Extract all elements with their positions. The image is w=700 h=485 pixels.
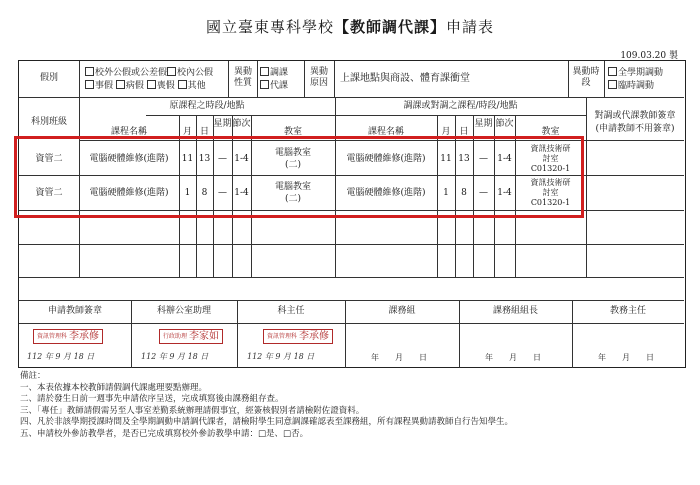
new-month-header: 月 (441, 127, 451, 137)
row2-orig-room-line2: (二) (284, 194, 302, 204)
change-type-label: 異動性質 (233, 67, 252, 88)
row1-orig-period: 1-4 (234, 154, 249, 164)
academic-affairs-date: 年 月 日 (371, 353, 427, 362)
highlight-box (14, 136, 584, 218)
row1-orig-room-line2: (二) (284, 160, 302, 170)
head-date: 112 年 9 月 18 日 (247, 352, 315, 361)
change-type-option-swap[interactable]: 調課 (260, 67, 288, 79)
row1-new-month: 11 (440, 154, 452, 164)
row1-new-day: 13 (458, 154, 470, 164)
head-stamp: 資訊管理科 李承修 (263, 329, 333, 344)
period-option-temporary[interactable]: 臨時調動 (608, 80, 654, 92)
row1-orig-room-line1: 電腦教室 (274, 148, 311, 158)
row2-orig-month: 1 (184, 188, 191, 198)
period-option-full-semester[interactable]: 全學期調動 (608, 67, 663, 79)
row1-class: 資管二 (35, 154, 63, 164)
leave-type-label: 假別 (39, 73, 58, 83)
row2-orig-weekday: — (218, 188, 227, 198)
row2-new-course: 電腦硬體維修(進階) (346, 188, 426, 198)
change-type-option-substitute[interactable]: 代課 (260, 80, 288, 92)
note-item-4: 四、凡於非該學期授課時間及全學期調動申請調代課者，請檢附學生同意調課確認表至課務組，所有課程異動請教師自行告知學生。 (20, 417, 514, 427)
document-title: 國立臺東專科學校【教師調代課】申請表 (205, 18, 495, 36)
applicant-date: 112 年 9 月 18 日 (27, 352, 95, 361)
new-day-header: 日 (459, 127, 469, 137)
row2-new-room-line3: C01320-1 (530, 198, 571, 207)
row2-new-month: 1 (443, 188, 449, 198)
row2-orig-day: 8 (201, 188, 208, 198)
academic-affairs-label: 課務組 (388, 306, 416, 316)
orig-period-header: 節次 (232, 119, 251, 129)
note-item-1: 一、本表依據本校教師請假調代課處理要點辦理。 (20, 382, 208, 393)
orig-classroom-header: 教室 (283, 127, 302, 137)
assistant-stamp: 行政助理 李家如 (159, 329, 223, 344)
new-period-header: 節次 (495, 119, 514, 129)
row1-new-room-line1: 資訊技術研 (530, 144, 571, 153)
row2-orig-course: 電腦硬體維修(進階) (89, 188, 169, 198)
row2-new-day: 8 (461, 188, 467, 198)
orig-weekday-header: 星期 (213, 119, 232, 129)
applicant-signature-label: 申請教師簽章 (47, 306, 102, 316)
row1-orig-day: 13 (198, 154, 211, 164)
row2-new-room-line2: 討室 (542, 188, 559, 197)
department-head-label: 科主任 (277, 306, 305, 316)
row1-new-room-line3: C01320-1 (530, 164, 571, 173)
row1-orig-month: 11 (181, 154, 194, 164)
change-period-label: 異動時段 (572, 67, 600, 88)
orig-day-header: 日 (199, 127, 209, 137)
class-column-header: 科別班級 (30, 117, 67, 127)
notes-heading: 備註： (20, 371, 46, 381)
row1-new-period: 1-4 (497, 154, 512, 164)
signer-column-note: (申請教師不用簽章) (595, 124, 675, 134)
change-reason-value: 上課地點與商設、體育課衝堂 (340, 73, 470, 84)
row1-orig-course: 電腦硬體維修(進階) (89, 154, 169, 164)
row2-orig-period: 1-4 (234, 188, 249, 198)
new-course-name-header: 課程名稱 (367, 127, 404, 137)
change-reason-label: 異動原因 (309, 67, 328, 88)
row1-orig-weekday: — (218, 154, 227, 164)
office-assistant-label: 科辦公室助理 (156, 306, 211, 316)
new-classroom-header: 教室 (541, 127, 560, 137)
orig-month-header: 月 (182, 127, 192, 137)
document-code: 109.03.20 製 (620, 51, 678, 61)
new-weekday-header: 星期 (474, 119, 493, 129)
row1-new-weekday: — (479, 154, 488, 164)
row1-new-room-line2: 討室 (542, 154, 559, 163)
notes-section (20, 371, 513, 440)
orig-course-name-header: 課程名稱 (110, 127, 147, 137)
row2-new-room-line1: 資訊技術研 (530, 178, 571, 187)
row2-new-period: 1-4 (497, 188, 512, 198)
row2-orig-room-line1: 電腦教室 (274, 182, 311, 192)
leave-options-line1: 校外公假或公差假 校內公假 (85, 67, 213, 79)
academic-head-label: 課務組組長 (492, 306, 538, 316)
signer-column-header: 對調或代課教師簽章 (594, 111, 676, 121)
checkbox-internal-leave[interactable] (167, 67, 176, 76)
assistant-date: 112 年 9 月 18 日 (141, 352, 209, 361)
new-course-group-header: 調課或對調之課程/時段/地點 (403, 101, 518, 111)
note-item-5: 五、申請校外參訪教學者，是否已完成填寫校外參訪教學申請：□是、□否。 (20, 428, 309, 439)
row2-new-weekday: — (479, 188, 488, 198)
leave-options-line2: 事假 病假 喪假 其他 (85, 80, 206, 92)
checkbox-official-leave[interactable] (85, 67, 94, 76)
dean-date: 年 月 日 (598, 353, 654, 362)
row1-new-course: 電腦硬體維修(進階) (346, 154, 426, 164)
checkbox-personal-leave[interactable] (85, 80, 94, 89)
row2-class: 資管二 (35, 188, 63, 198)
academic-head-date: 年 月 日 (485, 353, 541, 362)
dean-label: 教務主任 (609, 306, 646, 316)
applicant-stamp: 資訊管理科 李承修 (33, 329, 103, 344)
checkbox-bereavement-leave[interactable] (147, 80, 156, 89)
note-item-2: 二、請於發生日前一週事先申請依序呈送，完成填寫後由課務組存查。 (20, 394, 284, 404)
checkbox-other-leave[interactable] (178, 80, 187, 89)
checkbox-sick-leave[interactable] (116, 80, 125, 89)
original-course-group-header: 原課程之時段/地點 (169, 101, 245, 111)
note-item-3: 三、「專任」教師請假需另至人事室差勤系統辦理請假事宜，經簽核假別者請檢附佐證資料。 (20, 405, 365, 416)
